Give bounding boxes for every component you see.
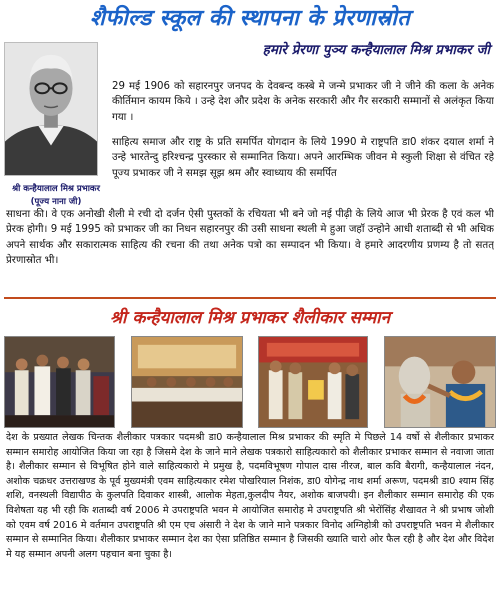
article-paragraph-2: साहित्य समाज और राष्ट्र के प्रति समर्पित योगदान के लिये 1990 मे राष्ट्रपति डा0 शंकर दयाल शर्मा ने उन्हे भारतेन्दु हरिश्चन्द्र पुरस्कार से सम्मानित किया। अपने आरम्भिक जीवन मे स्कुली शिक्षा से वंचित रहे पूज्य प्रभाकर जी ने समझ सूझ श्रम और स्वाध्याय की समर्पित: [112, 137, 494, 179]
award-section-title: श्री कन्हैयालाल मिश्र प्रभाकर शैलीकार सम्मान: [109, 308, 391, 328]
award-ceremony-photo: [4, 336, 115, 428]
award-photo-strip: [4, 336, 496, 428]
award-honour-photo: [384, 336, 496, 428]
page-title: शैफील्ड स्कूल की स्थापना के प्रेरणास्रोत: [89, 6, 411, 31]
portrait-caption-name: श्री कन्हैयालाल मिश्र प्रभाकर: [12, 184, 100, 194]
article-paragraph-3: साधना की। वे एक अनोखी शैली मे रची दो दर्जन ऐसी पुस्तकों के रचियता भी बने जो नई पीढ़ी के लिये आज भी प्रेरक है एवं कल भी प्रेरक होगी। 9 मई 1995 को प्रभाकर जी का निधन सहारनपुर की उसी साधना स्थली मे हुआ जहॉ उन्होने आधी शताब्दी से भी अधिक अपने सार्थक और सकारात्मक साहित्य की रचना की तथा अनेक पत्रो का सम्पादन भी किया। वे हमारे आदरणीय प्रणम्य है तो सतत् प्रेरणास्रोत भी।: [6, 209, 494, 267]
page-subtitle: हमारे प्रेरणा पुञ्य कन्हैयालाल मिश्र प्रभाकर जी: [262, 42, 490, 58]
award-stage-photo: [131, 336, 243, 428]
section-divider: [4, 297, 496, 299]
portrait-photo: [4, 42, 98, 176]
article-paragraph-1: 29 मई 1906 को सहारनपुर जनपद के देवबन्द कस्बे मे जन्मे प्रभाकर जी ने जीने की कला के अनेक कीर्तिमान कायम किये । उन्हे देश और प्रदेश के अनेक सरकारी और गैर सरकारी सम्मानों से अलंकृत किया गया ।: [112, 81, 494, 123]
portrait-caption-relation: (पूज्य नाना जी): [30, 197, 82, 207]
award-banner-photo: [258, 336, 368, 428]
award-description: देश के प्रख्यात लेखक चिन्तक शैलीकार पत्रकार पदमश्री डा0 कन्हैयालाल मिश्र प्रभाकर की स्मृति मे पिछले 14 वर्षो से शैलीकार प्रभाकर सम्मान समारोह आयोजित किया जा रहा है जिसमे देश के जाने माने लेखक पत्रकारो साहित्यकारो को शैलीकार प्रभाकर सम्मान से नवाजा जाता है। शैलीकार सम्मान से विभूषित होने वाले साहित्यकारो मे प्रमुख है, पदमविभूषण गोपाल दास नीरज, बाल कवि बैरागी, कन्हैयालाल नंदन, अशोक चक्रधर उत्तराखण्ड के पूर्व मुख्यमंत्री एवम साहित्यकार रमेश पोखरियाल निशंक, डा0 योगेन्द्र नाथ शर्मा अरूण, पदमश्री डा0 श्याम सिंह शशि, वनस्थली विद्यापीठ के कुलपति दिवाकर शास्त्री, आलोक मेहता,कुलदीप नैयर, अशोक बाजपयी। इन शैलीकार सम्मान समारोह की एक विशेषता यह भी रही कि शताब्दी वर्ष 2006 मे उपराष्ट्रपति भवन मे आयोजित समारोह मे उपराष्ट्रपति श्री भेरोंसिंह शैखावत ने श्री प्रभाष जोशी को एवम वर्ष 2016 मे वर्तमान उपराष्ट्रपति श्री एम एच अंसारी ने देश के जाने माने पत्रकार विनोद अग्निहोत्री को उपराष्ट्रपति भवन मे शैलीकार सम्मान से सम्मानित किया। शैलीकार प्रभाकर सम्मान देश का ऐसा प्रतिष्ठित सम्मान है जिसकी ख्याति चारो ओर फैल रही है और देश और विदेश मे यह सम्मान अपनी अलग पहचान बना चुका है।: [6, 432, 494, 560]
